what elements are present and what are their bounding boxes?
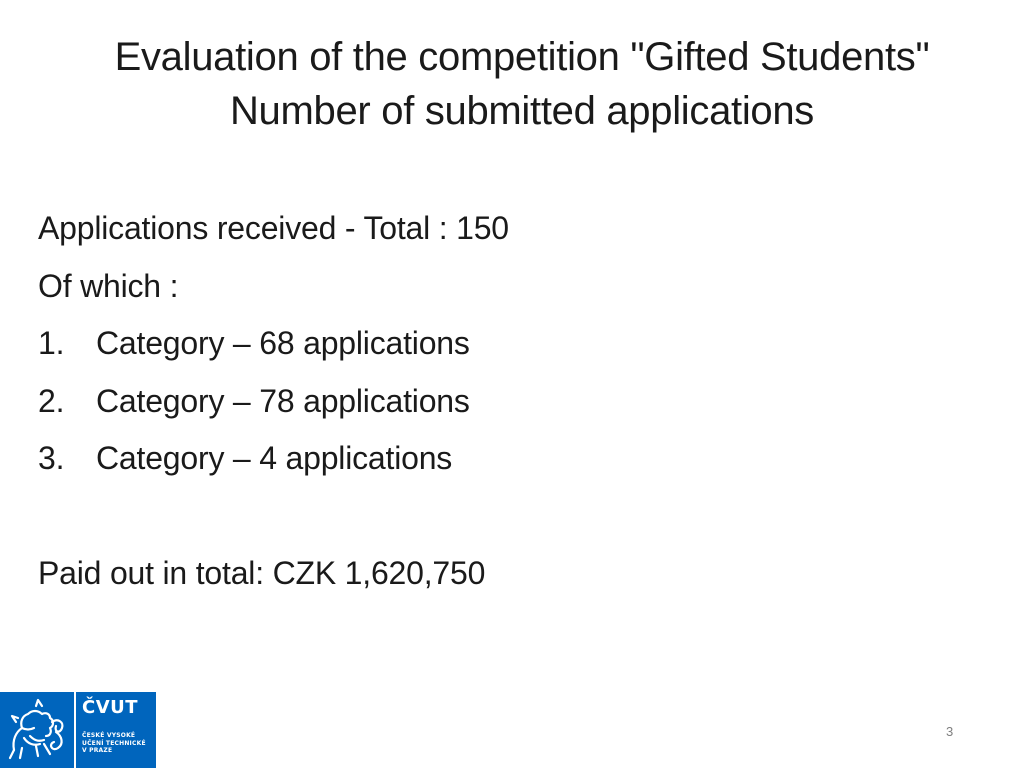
spacer <box>38 488 938 546</box>
slide-body <box>38 200 938 603</box>
logo-subtitle <box>82 732 156 755</box>
category-text: Category – 78 applications <box>96 382 470 419</box>
page-number: 3 <box>946 724 954 739</box>
logo-subtitle-line-3: V PRAZE <box>82 747 113 754</box>
of-which-label: Of which : <box>38 267 179 304</box>
category-item-1 <box>38 315 938 373</box>
category-item-2 <box>38 373 938 431</box>
category-item-3 <box>38 430 938 488</box>
category-text: Category – 68 applications <box>96 325 470 361</box>
category-number: 3. <box>38 440 65 476</box>
paid-out-total: Paid out in total: CZK 1,620,750 <box>38 555 486 591</box>
lion-emblem-icon <box>0 692 76 768</box>
logo-text-block <box>76 692 156 768</box>
total-applications: Applications received - Total : 150 <box>38 210 509 246</box>
title-line-2: Number of submitted applications <box>229 89 815 133</box>
slide-title <box>0 30 1024 138</box>
logo-brand: ČVUT <box>82 697 139 718</box>
cvut-logo <box>0 692 156 768</box>
category-number: 1. <box>38 325 65 361</box>
logo-subtitle-line-2: UČENÍ TECHNICKÉ <box>82 739 146 747</box>
logo-subtitle-line-1: ČESKÉ VYSOKÉ <box>82 732 136 739</box>
title-line-1: Evaluation of the competition "Gifted Students" <box>114 35 930 79</box>
category-text: Category – 4 applications <box>96 440 453 476</box>
category-number: 2. <box>38 382 65 419</box>
